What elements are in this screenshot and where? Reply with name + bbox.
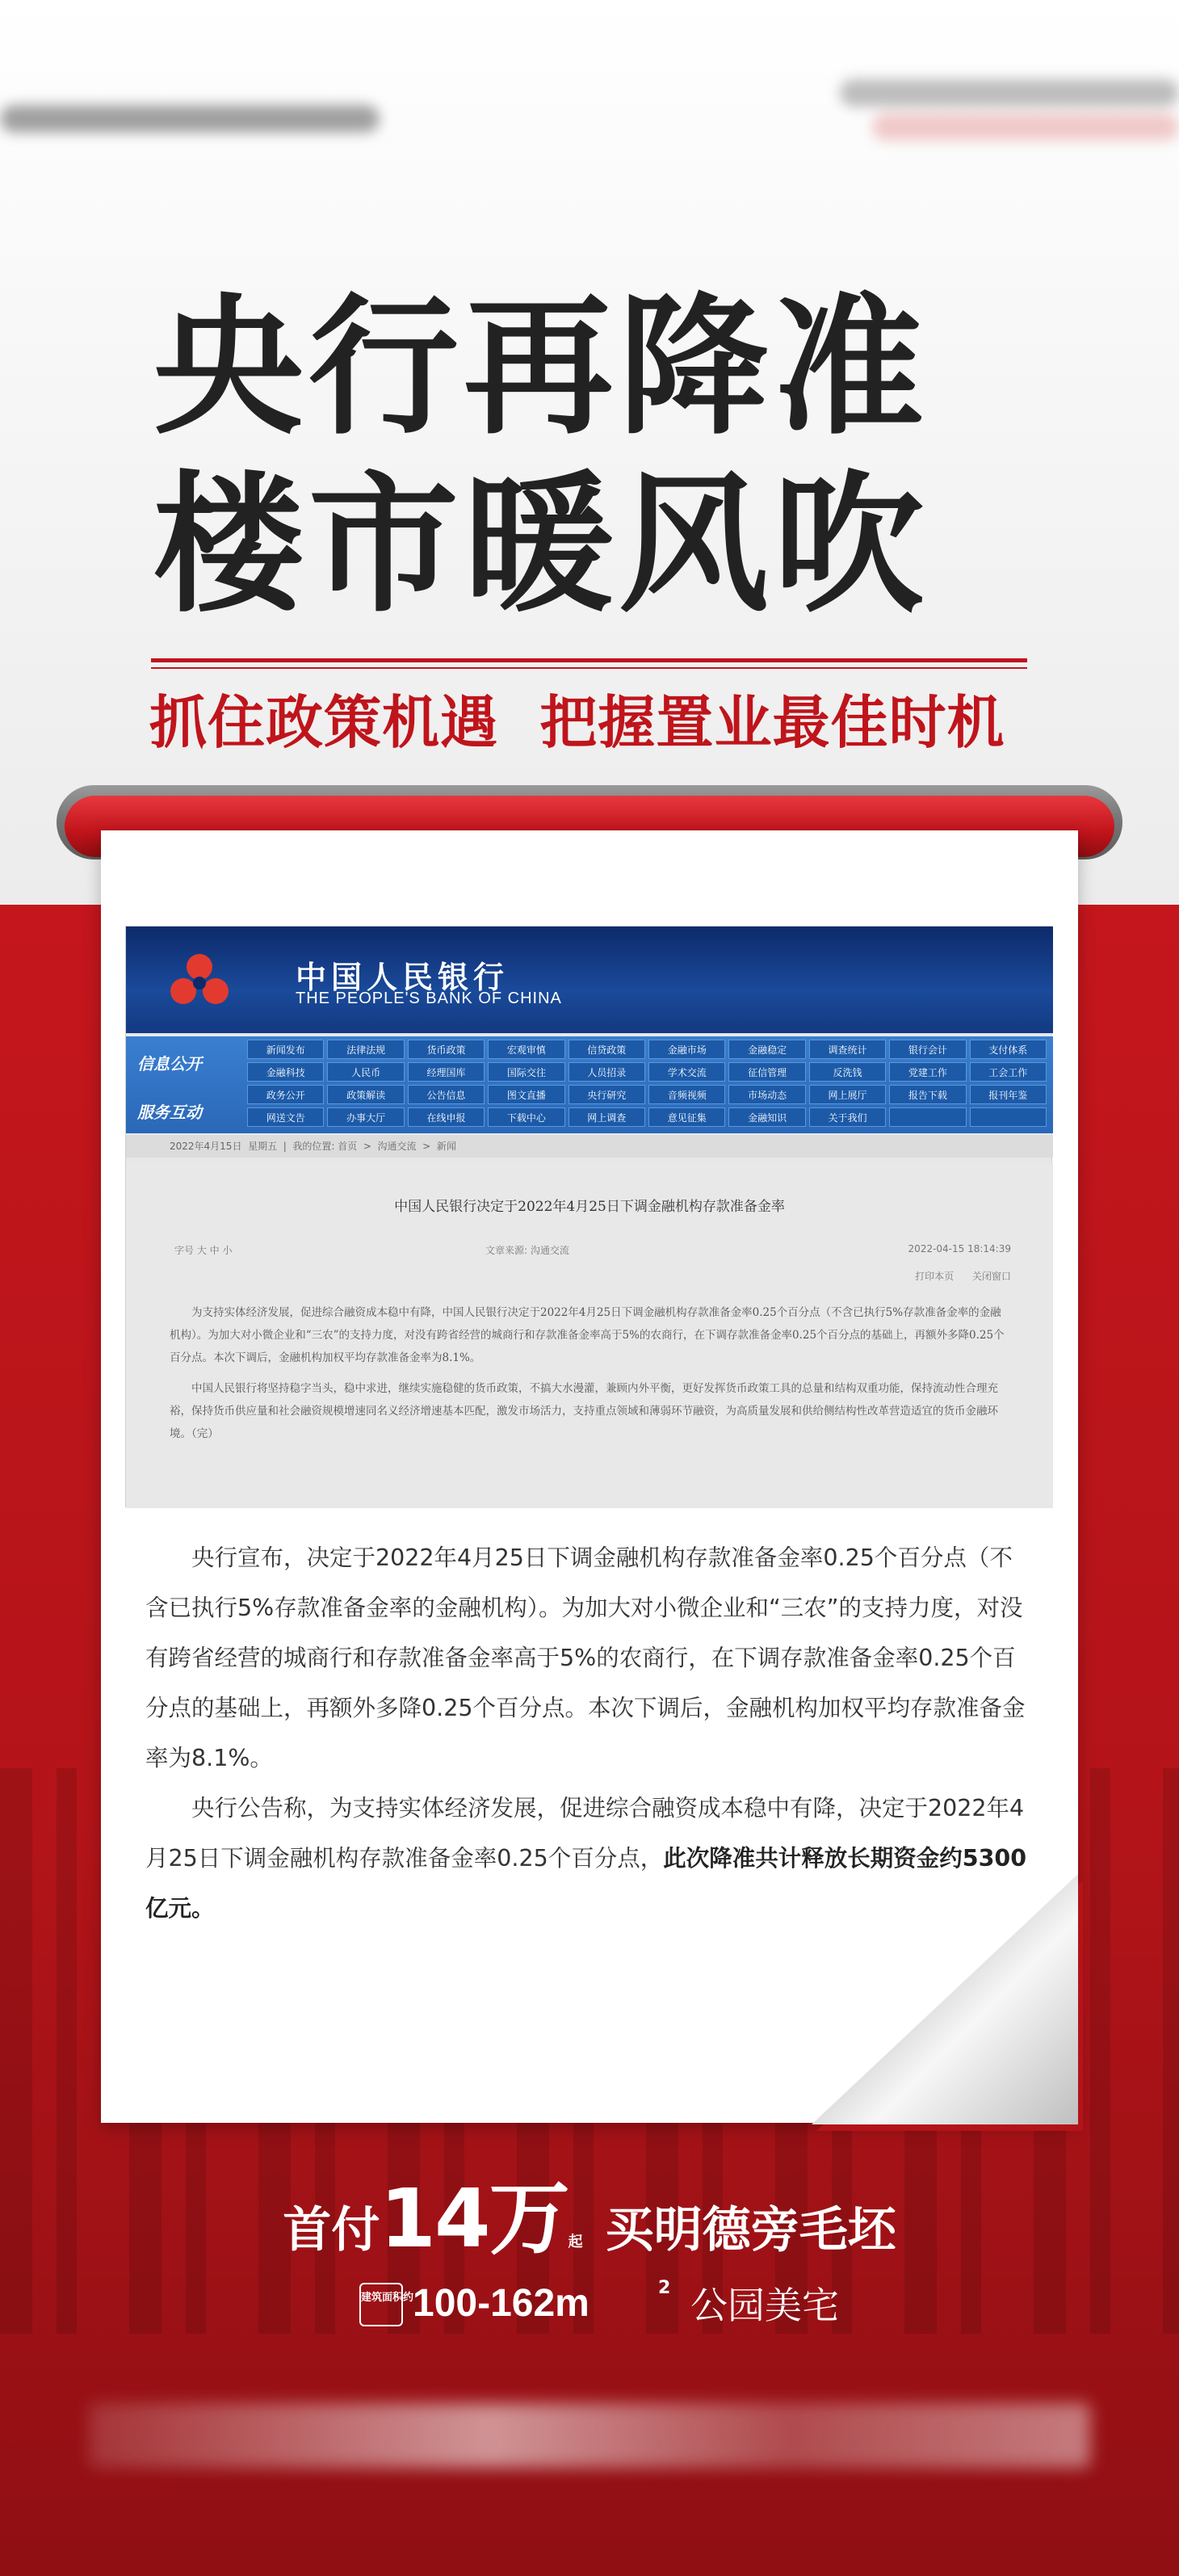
nav-item[interactable]: 音频视频 bbox=[648, 1085, 725, 1104]
nav-item[interactable]: 法律法规 bbox=[327, 1040, 404, 1059]
nav-item[interactable]: 宏观审慎 bbox=[488, 1040, 564, 1059]
promo-suffix: 买明德旁毛坯 bbox=[605, 2202, 896, 2259]
nav-item[interactable]: 办事大厅 bbox=[327, 1107, 404, 1127]
nav-item[interactable]: 国际交往 bbox=[488, 1062, 564, 1082]
nav-item[interactable]: 关于我们 bbox=[809, 1107, 886, 1127]
pboc-name-en: THE PEOPLE'S BANK OF CHINA bbox=[296, 990, 562, 1007]
article bbox=[126, 1162, 1053, 1508]
nav-item[interactable]: 图文直播 bbox=[488, 1085, 564, 1104]
nav-item[interactable]: 调查统计 bbox=[809, 1040, 886, 1059]
breadcrumb: 2022年4月15日 星期五 | 我的位置: 首页 > 沟通交流 > 新闻 bbox=[126, 1135, 1053, 1158]
pboc-name-cn: 中国人民银行 bbox=[296, 959, 510, 995]
promo-amount: 14万 bbox=[380, 2171, 569, 2266]
nav-item[interactable]: 政策解读 bbox=[327, 1085, 404, 1104]
nav-item[interactable]: 报刊年鉴 bbox=[970, 1085, 1047, 1104]
nav-item[interactable]: 网送文告 bbox=[247, 1107, 324, 1127]
body-paragraph: 央行宣布，决定于2022年4月25日下调金融机构存款准备金率0.25个百分点（不含已执行5%存款准备金率的金融机构）。为加大对小微企业和“三农”的支持力度，对没有跨省经营的城商行和存款准备金率高于5%的农商行，在下调存款准备金率0.25个百分点的基础上，再额外多降0.25个百分点。本次下调后，金融机构加权平均存款准备金率为8.1%。 bbox=[145, 1544, 1026, 1771]
nav-item[interactable] bbox=[889, 1107, 966, 1127]
nav-item[interactable]: 工会工作 bbox=[970, 1062, 1047, 1082]
nav-item[interactable]: 央行研究 bbox=[569, 1085, 645, 1104]
nav-item[interactable]: 意见征集 bbox=[648, 1107, 725, 1127]
nav-item[interactable] bbox=[970, 1107, 1047, 1127]
nav-item[interactable]: 反洗钱 bbox=[809, 1062, 886, 1082]
nav-item[interactable]: 网上展厅 bbox=[809, 1085, 886, 1104]
nav-item[interactable]: 报告下载 bbox=[889, 1085, 966, 1104]
nav-item[interactable]: 人民币 bbox=[327, 1062, 404, 1082]
article-source: 文章来源: 沟通交流 bbox=[485, 1245, 569, 1256]
article-title: 中国人民银行决定于2022年4月25日下调金融机构存款准备金率 bbox=[394, 1199, 785, 1215]
body-text-bold: 此次降准共计释放长期资金约5300亿元。 bbox=[145, 1845, 1027, 1922]
nav-item[interactable]: 经理国库 bbox=[408, 1062, 485, 1082]
nav-item[interactable]: 公告信息 bbox=[408, 1085, 485, 1104]
nav-section-label: 服务互动 bbox=[137, 1103, 202, 1122]
nav-item[interactable]: 征信管理 bbox=[728, 1062, 805, 1082]
subheadline: 抓住政策机遇 把握置业最佳时机 bbox=[149, 689, 1005, 756]
blur-streak bbox=[872, 113, 1179, 141]
promo-prefix: 首付 bbox=[283, 2202, 380, 2259]
promo-qi: 起 bbox=[568, 2234, 583, 2250]
pboc-logo-icon bbox=[165, 951, 234, 1009]
nav-item[interactable]: 银行会计 bbox=[889, 1040, 966, 1059]
nav-item[interactable]: 信贷政策 bbox=[569, 1040, 645, 1059]
nav-item[interactable]: 金融市场 bbox=[648, 1040, 725, 1059]
area-range: 100-162m bbox=[413, 2282, 590, 2325]
area-unit: 2 bbox=[658, 2278, 671, 2298]
pboc-nav bbox=[126, 1036, 1053, 1133]
font-size-control: 字号 大 中 小 bbox=[174, 1245, 233, 1256]
nav-item[interactable]: 学术交流 bbox=[648, 1062, 725, 1082]
promo-area bbox=[359, 2278, 860, 2334]
blurred-footer-bar bbox=[89, 2403, 1090, 2468]
headline-line-2: 楼市暖风吹 bbox=[153, 457, 929, 632]
pboc-banner bbox=[126, 927, 1053, 1033]
nav-item[interactable]: 党建工作 bbox=[889, 1062, 966, 1082]
nav-section-label: 信息公开 bbox=[137, 1054, 202, 1074]
article-paragraph: 中国人民银行将坚持稳字当头，稳中求进，继续实施稳健的货币政策，不搞大水漫灌，兼顾内外平衡，更好发挥货币政策工具的总量和结构双重功能，保持流动性合理充裕，保持货币供应量和社会融资规模增速同名义经济增速基本匹配，激发市场活力，支持重点领域和薄弱环节融资，为高质量发展和供给侧结构性改革营造适宜的货币金融环境。（完） bbox=[170, 1382, 998, 1440]
body-text bbox=[145, 1533, 1034, 1934]
nav-item[interactable]: 在线申报 bbox=[408, 1107, 485, 1127]
nav-item[interactable]: 货币政策 bbox=[408, 1040, 485, 1059]
headline-line-1: 央行再降准 bbox=[153, 279, 929, 455]
body-paragraph bbox=[145, 1784, 1034, 1934]
nav-item[interactable]: 人员招录 bbox=[569, 1062, 645, 1082]
nav-item[interactable]: 下载中心 bbox=[488, 1107, 564, 1127]
nav-item[interactable]: 市场动态 bbox=[728, 1085, 805, 1104]
area-suffix: 公园美宅 bbox=[690, 2284, 839, 2327]
article-actions: 打印本页 关闭窗口 bbox=[915, 1271, 1011, 1282]
nav-item[interactable]: 金融知识 bbox=[728, 1107, 805, 1127]
nav-grid bbox=[247, 1040, 1047, 1127]
pboc-website-screenshot bbox=[125, 926, 1052, 1507]
nav-item[interactable]: 政务公开 bbox=[247, 1085, 324, 1104]
promo-headline bbox=[0, 2154, 1179, 2270]
area-badge: 建筑面积约 bbox=[359, 2283, 403, 2326]
nav-item[interactable]: 支付体系 bbox=[970, 1040, 1047, 1059]
blur-streak bbox=[840, 79, 1179, 107]
nav-item[interactable]: 金融稳定 bbox=[728, 1040, 805, 1059]
article-datetime: 2022-04-15 18:14:39 bbox=[908, 1243, 1011, 1254]
article-body bbox=[170, 1301, 1011, 1453]
nav-item[interactable]: 网上调查 bbox=[569, 1107, 645, 1127]
divider bbox=[151, 658, 1027, 662]
article-paragraph: 为支持实体经济发展，促进综合融资成本稳中有降，中国人民银行决定于2022年4月25日下调金融机构存款准备金率0.25个百分点（不含已执行5%存款准备金率的金融机构）。为加大对小微企业和“三农”的支持力度，对没有跨省经营的城商行和存款准备金率高于5%的农商行，在下调存款准备金率0.25个百分点的基础上，再额外多降0.25个百分点。本次下调后，金融机构加权平均存款准备金率为8.1%。 bbox=[170, 1306, 1005, 1364]
divider bbox=[151, 667, 1027, 669]
body-text-normal: 央行公告称，为支持实体经济发展，促进综合融资成本稳中有降，决定于2022年4月25日下调金融机构存款准备金率0.25个百分点， bbox=[145, 1795, 1025, 1872]
nav-item[interactable]: 金融科技 bbox=[247, 1062, 324, 1082]
blur-streak bbox=[0, 105, 380, 132]
nav-item[interactable]: 新闻发布 bbox=[247, 1040, 324, 1059]
